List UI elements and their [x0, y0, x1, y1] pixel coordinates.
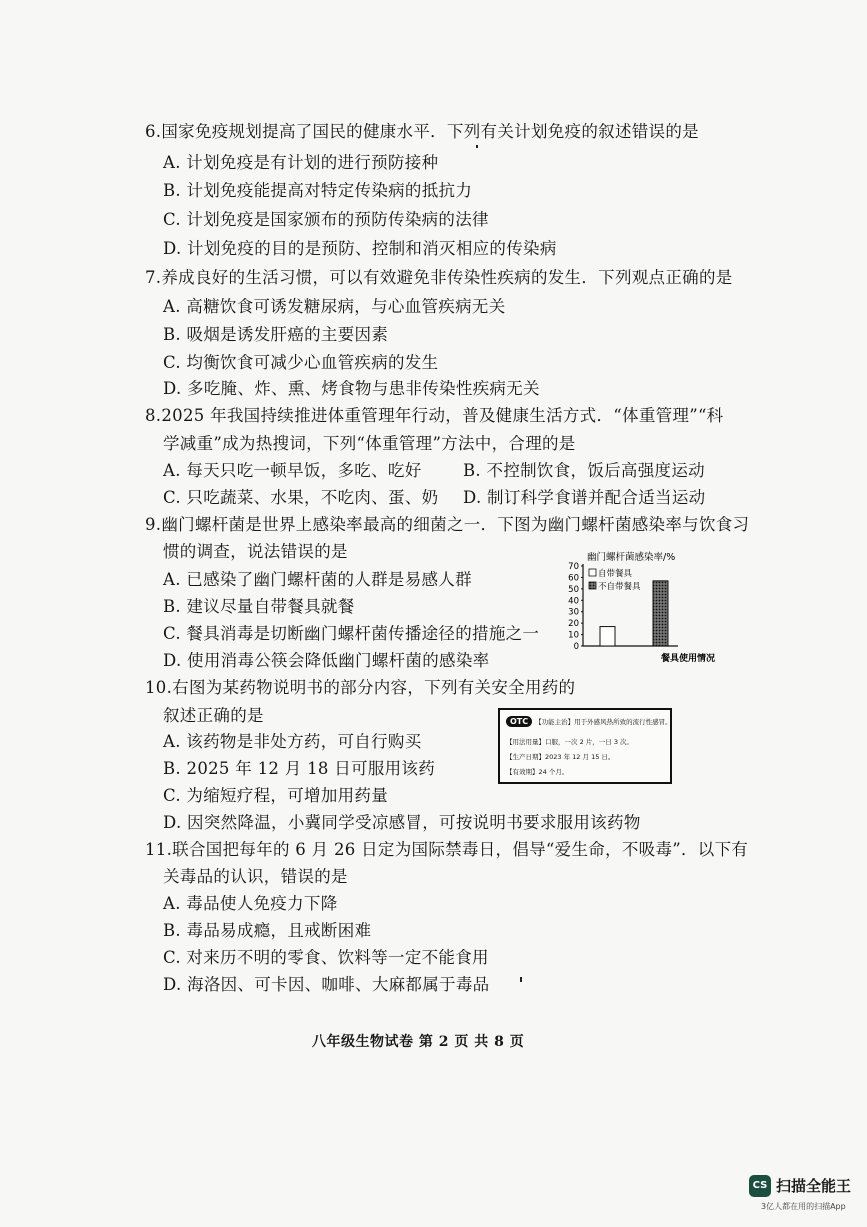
question-8-option-d: D. 制订科学食谱并配合适当运动: [463, 488, 706, 507]
question-7-option-b: B. 吸烟是诱发肝癌的主要因素: [163, 325, 389, 344]
chart-title: 幽门螺杆菌感染率/%: [587, 552, 676, 563]
question-8-stem-line-2: 学减重”成为热搜词，下列“体重管理”方法中，合理的是: [163, 434, 576, 453]
chart-y-tick-label: 40: [568, 596, 579, 607]
medicine-instruction-box: [498, 708, 672, 784]
chart-ticks: [568, 562, 583, 652]
question-6-stem: 6.国家免疫规划提高了国民的健康水平．下列有关计划免疫的叙述错误的是: [145, 122, 699, 141]
chart-legend-label: 自带餐具: [598, 569, 633, 579]
question-10-option-d: D. 因突然降温，小冀同学受凉感冒，可按说明书要求服用该药物: [163, 813, 641, 832]
question-7-option-d: D. 多吃腌、炸、熏、烤食物与患非传染性疾病无关: [163, 379, 540, 398]
chart-y-tick-label: 50: [568, 584, 579, 595]
question-11-option-a: A. 毒品使人免疫力下降: [163, 894, 338, 913]
question-10-stem-line-2: 叙述正确的是: [163, 706, 264, 725]
question-11-option-d: D. 海洛因、可卡因、咖啡、大麻都属于毒品: [163, 975, 490, 994]
question-11-option-c: C. 对来历不明的零食、饮料等一定不能食用: [163, 948, 489, 967]
medicine-function: 【功能主治】用于外感风热所致的流行性感冒。: [535, 718, 672, 726]
chart-y-tick-label: 70: [568, 562, 579, 572]
chart-legend-swatch: [589, 582, 596, 589]
scan-speck: [520, 977, 522, 982]
scanner-app-name: 扫描全能王: [776, 1177, 852, 1195]
scanner-tagline: 3亿人都在用的扫描App: [761, 1202, 846, 1211]
medicine-dosage: 【用法用量】口服，一次 2 片，一日 3 次。: [506, 738, 634, 746]
question-6-option-c: C. 计划免疫是国家颁布的预防传染病的法律: [163, 210, 489, 229]
medicine-function-row: [506, 716, 672, 727]
chart-y-tick-label: 20: [568, 619, 579, 630]
question-9-stem-line-1: 9.幽门螺杆菌是世界上感染率最高的细菌之一．下图为幽门螺杆菌感染率与饮食习: [145, 515, 750, 534]
question-11-stem-line-2: 关毒品的认识，错误的是: [163, 867, 348, 886]
chart-xlabel: 餐具使用情况: [661, 654, 716, 664]
question-10-option-c: C. 为缩短疗程，可增加用药量: [163, 786, 389, 805]
question-7-option-c: C. 均衡饮食可减少心血管疾病的发生: [163, 353, 439, 372]
question-9-option-a: A. 已感染了幽门螺杆菌的人群是易感人群: [163, 570, 472, 589]
question-9-option-c: C. 餐具消毒是切断幽门螺杆菌传播途径的措施之一: [163, 624, 540, 643]
question-9-option-d: D. 使用消毒公筷会降低幽门螺杆菌的感染率: [163, 651, 490, 670]
chart-y-tick-label: 60: [568, 573, 579, 584]
chart-legend-label: 不自带餐具: [598, 582, 641, 592]
question-11-option-b: B. 毒品易成瘾，且戒断困难: [163, 921, 372, 940]
question-11-stem-line-1: 11.联合国把每年的 6 月 26 日定为国际禁毒日，倡导“爱生命，不吸毒”．以下有: [145, 840, 749, 859]
question-7-stem: 7.养成良好的生活习惯，可以有效避免非传染性疾病的发生．下列观点正确的是: [145, 268, 733, 287]
question-8-stem-line-1: 8.2025 年我国持续推进体重管理年行动，普及健康生活方式．“体重管理”“科: [145, 406, 724, 425]
scan-speck: [476, 145, 478, 148]
question-8-option-b: B. 不控制饮食，饭后高强度运动: [463, 461, 705, 480]
chart-y-tick-label: 10: [568, 630, 579, 641]
medicine-expiry: 【有效期】24 个月。: [506, 768, 569, 776]
chart-legend: [589, 568, 641, 592]
page-footer: 八年级生物试卷 第 2 页 共 8 页: [312, 1034, 525, 1050]
question-10-option-b: B. 2025 年 12 月 18 日可服用该药: [163, 759, 436, 778]
otc-badge: OTC: [506, 716, 532, 727]
question-8-option-a: A. 每天只吃一顿早饭，多吃、吃好: [163, 461, 422, 480]
scanner-logo-icon: CS: [749, 1175, 771, 1197]
infection-rate-chart: [565, 548, 740, 668]
question-9-option-b: B. 建议尽量自带餐具就餐: [163, 597, 355, 616]
question-6-option-a: A. 计划免疫是有计划的进行预防接种: [163, 153, 439, 172]
chart-bar-own-tableware: [600, 627, 615, 646]
question-10-option-a: A. 该药物是非处方药，可自行购买: [163, 732, 422, 751]
chart-legend-swatch: [589, 569, 596, 576]
medicine-production-date: 【生产日期】2023 年 12 月 15 日。: [506, 753, 615, 761]
chart-y-tick-label: 0: [573, 642, 579, 652]
question-9-stem-line-2: 惯的调查，说法错误的是: [163, 542, 348, 561]
question-7-option-a: A. 高糖饮食可诱发糖尿病，与心血管疾病无关: [163, 297, 506, 316]
question-8-option-c: C. 只吃蔬菜、水果，不吃肉、蛋、奶: [163, 488, 439, 507]
question-6-option-b: B. 计划免疫能提高对特定传染病的抵抗力: [163, 181, 473, 200]
chart-bar-no-own-tableware: [653, 581, 668, 646]
chart-y-tick-label: 30: [568, 607, 579, 618]
question-6-option-d: D. 计划免疫的目的是预防、控制和消灭相应的传染病: [163, 239, 557, 258]
question-10-stem-line-1: 10.右图为某药物说明书的部分内容，下列有关安全用药的: [145, 678, 576, 697]
